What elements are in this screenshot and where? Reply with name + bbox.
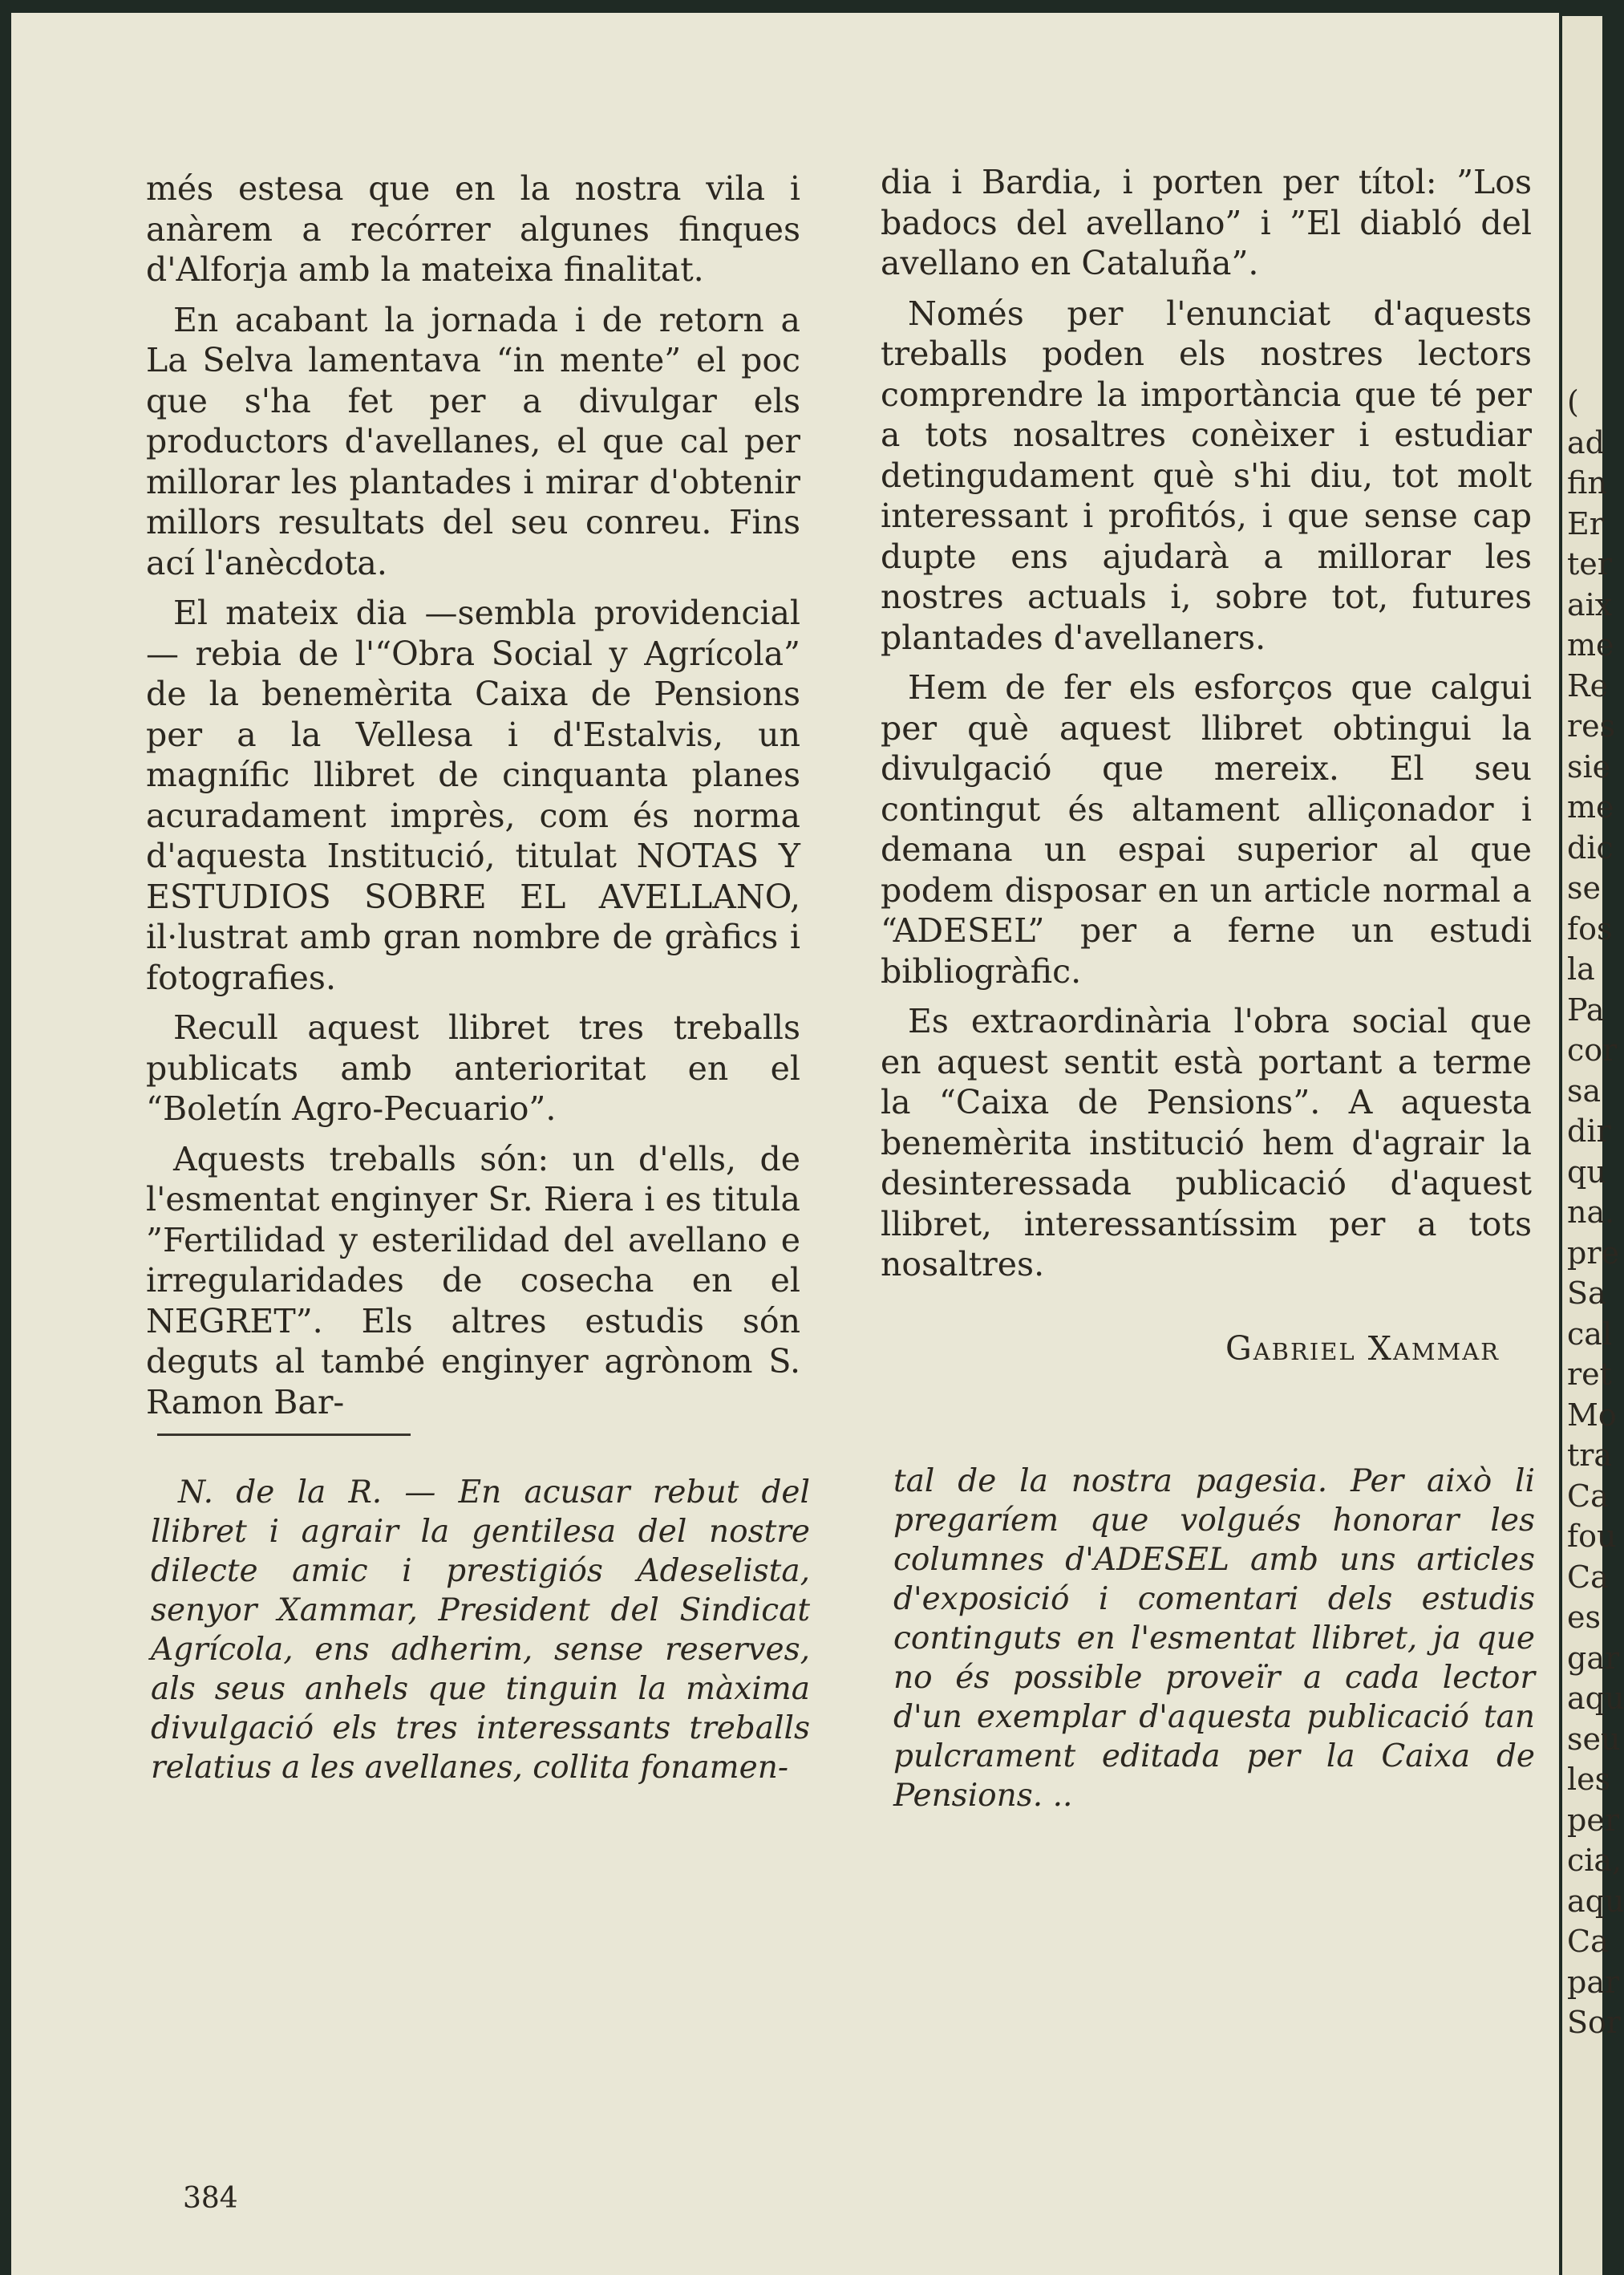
cut-text: me xyxy=(1567,627,1614,663)
cut-text: ad xyxy=(1567,424,1605,460)
paragraph: En acabant la jornada i de retorn a La Selva lamentava “in mente” el poc que s'ha fet per a divulgar els productors d'avellanes, el que cal per millorar les plantades i mirar d'obtenir millors resultats del seu conreu. Fins ací l'anècdota. xyxy=(146,300,800,582)
paragraph: Es extraordinària l'obra social que en aquest sentit està portant a terme la “Caixa de Pensions”. A aquesta benemèrita institució hem d'agrair la desinteressada publicació d'aquest llibret, interessantíssim per a tots nosaltres. xyxy=(881,1002,1532,1283)
cut-text: Sor xyxy=(1567,2005,1622,2040)
cut-text: cal xyxy=(1567,1316,1613,1352)
cut-text: se xyxy=(1567,870,1601,906)
note-text: N. de la R. — En acusar rebut del llibret i agrair la gentilesa del nostre dilecte amic i prestigiós Adeselista, senyor Xammar, President del Sindicat Agrícola, ens adherim, sense reserves, als seus anhels que tinguin la màxima divulgació els tres interessants treballs relatius a les avellanes, collita fonamen- xyxy=(151,1474,810,1786)
cut-text: les xyxy=(1567,1762,1611,1797)
editorial-note-right xyxy=(893,1462,1535,1815)
cut-text: Sa xyxy=(1567,1275,1606,1311)
cut-text: fin xyxy=(1567,465,1607,501)
cut-text: par xyxy=(1567,1964,1620,2000)
paragraph: Hem de fer els esforços que calgui per què aquest llibret obtingui la divulgació que mereix. El seu contingut és altament alliçonador i demana un espai superior al que podem disposar en un article normal a “ADESEL” per a ferne un estudi bibliogràfic. xyxy=(881,668,1532,991)
cut-text: seu xyxy=(1567,1721,1621,1757)
cut-text: per xyxy=(1567,1802,1619,1838)
paragraph: Recull aquest llibret tres treballs publicats amb anterioritat en el “Boletín Agro-Pecuario”. xyxy=(146,1008,800,1128)
cut-text: tra xyxy=(1567,1438,1613,1473)
cut-text: cor xyxy=(1567,1032,1618,1068)
cut-text: na. xyxy=(1567,1194,1615,1230)
cut-text: Ca xyxy=(1567,1559,1609,1595)
cut-text: ret xyxy=(1567,1356,1612,1392)
author-signature: Gabriel Xammar xyxy=(1225,1328,1500,1368)
cut-text: Er xyxy=(1567,505,1604,541)
editorial-note-left xyxy=(151,1473,810,1787)
cut-text: dir xyxy=(1567,1113,1611,1149)
cut-text: ( xyxy=(1567,384,1579,420)
cut-text: aqu xyxy=(1567,1681,1624,1716)
paragraph: dia i Bardia, i porten per títol: ”Los badocs del avellano” i ”El diabló del avellano en Cataluña”. xyxy=(881,163,1532,282)
cut-text: sie xyxy=(1567,748,1611,785)
cut-text: cia, xyxy=(1567,1843,1622,1878)
paragraph: més estesa que en la nostra vila i anàrem a recórrer algunes finques d'Alforja amb la mateixa finalitat. xyxy=(146,169,800,289)
footnote-separator xyxy=(157,1434,411,1436)
paragraph: Aquests treballs són: un d'ells, de l'esmentat enginyer Sr. Riera i es titula ”Fertilidad y esterilidad del avellano e irregularidades de cosecha en el NEGRET”. Els altres estudis són deguts al també enginyer agrònom S. Ramon Bar- xyxy=(146,1139,800,1421)
cut-text: aix xyxy=(1567,586,1613,622)
paragraph: El mateix dia —sembla providencial— rebia de l'“Obra Social y Agrícola” de la benemèrita Caixa de Pensions per a la Vellesa i d'Estalvis, un magnífic llibret de cinquanta planes acuradament imprès, com és norma d'aquesta Institució, titulat NOTAS Y ESTUDIOS SOBRE EL AVELLANO, il·lustrat amb gran nombre de gràfics i fotografies. xyxy=(146,594,800,997)
cut-text: sa xyxy=(1567,1073,1602,1109)
cut-text: aqu xyxy=(1567,1883,1624,1919)
page-number: 384 xyxy=(183,2182,238,2215)
left-column xyxy=(146,168,800,1432)
cut-text: fou xyxy=(1567,1519,1617,1554)
cut-text: me xyxy=(1567,789,1614,825)
cut-text: Pa xyxy=(1567,992,1605,1028)
cut-text: dic xyxy=(1567,829,1614,866)
cut-text: la xyxy=(1567,951,1595,987)
cut-text: ter xyxy=(1567,546,1612,582)
paragraph: Només per l'enunciat d'aquests treballs poden els nostres lectors comprendre la importància que té per a tots nosaltres conèixer i estudiar detingudament què s'hi diu, tot molt interessant i profitós, i que sense cap dupte ens ajudarà a millorar les nostres actuals i, sobre tot, futures plantades d'avellaners. xyxy=(881,294,1532,657)
cut-text: pre xyxy=(1567,1235,1619,1271)
cut-text: gar xyxy=(1567,1640,1620,1676)
cut-text: qu xyxy=(1567,1154,1606,1190)
cut-text: Mo xyxy=(1567,1397,1617,1433)
adjacent-page-edge xyxy=(1562,16,1624,2275)
right-column xyxy=(881,162,1532,1369)
cut-text: res xyxy=(1567,708,1616,744)
note-text: tal de la nostra pagesia. Per això li pregaríem que volgués honorar les columnes d'ADESEL amb uns articles d'exposició i comentari dels estudis continguts en l'esmentat llibret, ja que no és possible proveïr a cada lector d'un exemplar d'aquesta publicació tan pulcrament editada per la Caixa de Pensions. .. xyxy=(893,1463,1535,1814)
cut-text: fos xyxy=(1567,910,1613,947)
cut-text: es xyxy=(1567,1600,1601,1635)
cut-text: Ca xyxy=(1567,1924,1609,1959)
cut-text: Ca xyxy=(1567,1478,1609,1514)
cut-text: Re xyxy=(1567,667,1609,704)
